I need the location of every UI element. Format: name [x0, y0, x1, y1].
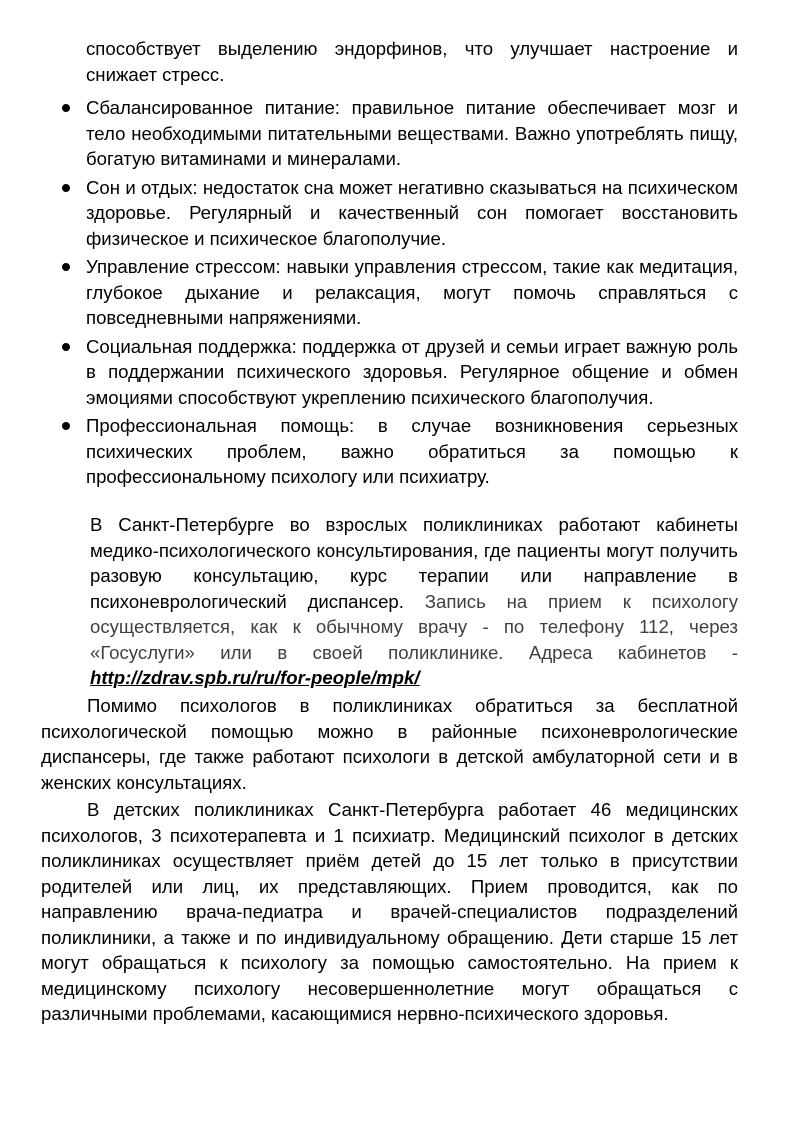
bullet-item [0, 254, 738, 331]
bullet-item [0, 413, 738, 490]
bullet-dot-icon [62, 184, 70, 192]
mpk-link[interactable]: http://zdrav.spb.ru/ru/for-people/mpk/ [90, 667, 420, 688]
body-paragraph-children: В детских поликлиниках Санкт-Петербурга работает 46 медицинских психологов, 3 психотерапевта и 1 психиатр. Медицинский психолог в детских поликлиниках осуществляет приём детей до 15 лет только в присутствии родителей или лиц, их представляющих. Прием проводится, как по направлению врача-педиатра и врачей-специалистов подразделений поликлиники, а также и по индивидуальному обращению. Дети старше 15 лет могут обращаться к психологу за помощью самостоятельно. На прием к медицинскому психологу несовершеннолетние могут обращаться с различными проблемами, касающимися нервно-психического здоровья. [41, 799, 738, 1024]
spb-appointment-text: Запись на прием к психологу осуществляется, как к обычному врачу - по телефону 112, через «Госуслуги» или в своей поликлинике. Адреса кабинетов - [90, 590, 739, 663]
bullet-item [0, 95, 738, 172]
bullet-dot-icon [62, 343, 70, 351]
spb-main-text: В Санкт-Петербурге во взрослых поликлиниках работают кабинеты медико-психологического консультирования, где пациенты могут получить разовую консультацию, курс терапии или направление в психоневрологический диспансер. [90, 514, 738, 612]
bullet-item [0, 334, 738, 411]
bullet-continuation: способствует выделению эндорфинов, что улучшает настроение и снижает стресс. [86, 38, 738, 85]
bullet-dot-icon [62, 104, 70, 112]
bullet-list [0, 95, 794, 493]
spb-info-paragraph [90, 512, 738, 691]
bullet-text: Социальная поддержка: поддержка от друзей и семьи играет важную роль в поддержании психического здоровья. Регулярное общение и обмен эмоциями способствуют укреплению психического благополучия. [86, 335, 738, 408]
bullet-dot-icon [62, 263, 70, 271]
bullet-dot-icon [62, 422, 70, 430]
bullet-text: Профессиональная помощь: в случае возникновения серьезных психических проблем, важно обратиться за помощью к профессиональному психологу или психиатру. [86, 415, 738, 487]
bullet-text: Управление стрессом: навыки управления стрессом, такие как медитация, глубокое дыхание и релаксация, могут помочь справляться с повседневными напряжениями. [86, 256, 738, 328]
body-paragraph-free-help: Помимо психологов в поликлиниках обратиться за бесплатной психологической помощью можно в районные психоневрологические диспансеры, где также работают психологи в детской амбулаторной сети и в женских консультациях. [41, 695, 738, 793]
bullet-text: Сбалансированное питание: правильное питание обеспечивает мозг и тело необходимыми питательными веществами. Важно употреблять пищу, богатую витаминами и минералами. [86, 97, 738, 169]
bullet-text: Сон и отдых: недостаток сна может негативно сказываться на психическом здоровье. Регулярный и качественный сон помогает восстановить физическое и психическое благополучие. [86, 176, 738, 249]
bullet-item [0, 175, 738, 252]
